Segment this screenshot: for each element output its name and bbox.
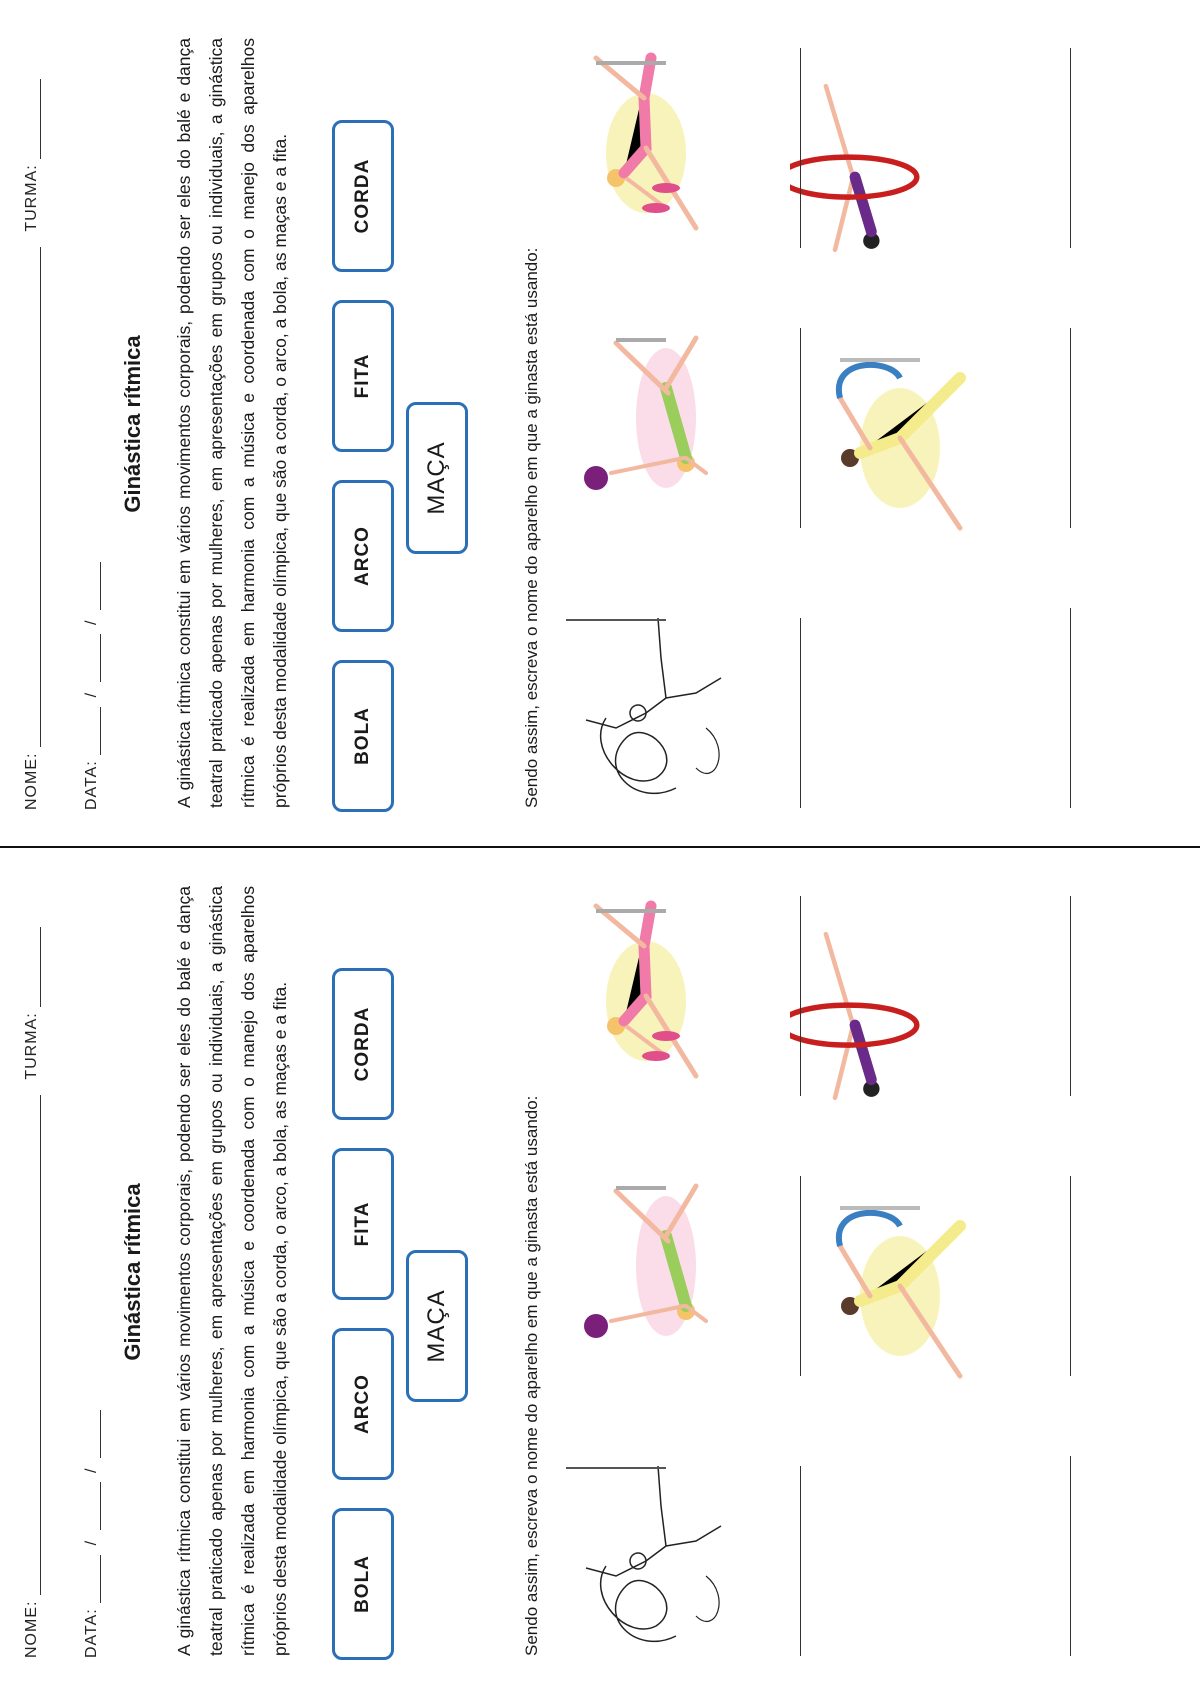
rope-gymnast bbox=[790, 1196, 980, 1396]
turma-line[interactable] bbox=[22, 79, 41, 159]
nome-line[interactable] bbox=[22, 1095, 41, 1595]
answer-line[interactable] bbox=[1070, 608, 1071, 808]
turma-label: TURMA: bbox=[23, 164, 40, 232]
word-box-arco: ARCO bbox=[332, 1328, 394, 1480]
word-box-bola: BOLA bbox=[332, 1508, 394, 1660]
date-separator: / bbox=[83, 1467, 100, 1473]
ball-gymnast bbox=[556, 1166, 746, 1366]
worksheet-copy-bottom bbox=[0, 848, 1200, 1696]
name-field bbox=[22, 79, 41, 810]
month-line[interactable] bbox=[82, 634, 101, 682]
day-line[interactable] bbox=[82, 1555, 101, 1603]
intro-paragraph: A ginástica rítmica constitui em vários movimentos corporais, podendo ser eles do balé e dança teatral praticado apenas por mulheres, em apresentações em grupos ou individuais, a ginástica rítmica é realizada em harmonia com a música e coordenada com o manejo dos aparelhos próprios desta modalidade olímpica, que são a corda, o arco, a bola, as maças e a fita. bbox=[174, 886, 290, 1656]
instruction-text: Sendo assim, escreva o nome do aparelho em que a ginasta está usando: bbox=[522, 247, 541, 808]
word-box-maca: MAÇA bbox=[406, 1250, 468, 1402]
ball-gymnast bbox=[556, 318, 746, 518]
date-field bbox=[82, 562, 101, 810]
turma-line[interactable] bbox=[22, 927, 41, 1007]
date-field bbox=[82, 1410, 101, 1658]
nome-line[interactable] bbox=[22, 247, 41, 747]
year-line[interactable] bbox=[82, 562, 101, 610]
answer-line[interactable] bbox=[1070, 48, 1071, 248]
year-line[interactable] bbox=[82, 1410, 101, 1458]
ribbon-gymnast bbox=[556, 608, 746, 808]
page-title: Ginástica rítmica bbox=[120, 335, 145, 513]
month-line[interactable] bbox=[82, 1482, 101, 1530]
word-box-corda: CORDA bbox=[332, 120, 394, 272]
answer-line[interactable] bbox=[1070, 328, 1071, 528]
page-title: Ginástica rítmica bbox=[120, 1183, 145, 1361]
answer-line[interactable] bbox=[800, 896, 801, 1096]
turma-label: TURMA: bbox=[23, 1012, 40, 1080]
clubs-gymnast bbox=[556, 48, 746, 248]
answer-line[interactable] bbox=[800, 328, 801, 528]
answer-line[interactable] bbox=[800, 1176, 801, 1376]
word-box-fita: FITA bbox=[332, 1148, 394, 1300]
ribbon-gymnast bbox=[556, 1456, 746, 1656]
rope-gymnast bbox=[790, 348, 980, 548]
nome-label: NOME: bbox=[23, 752, 40, 810]
instruction-text: Sendo assim, escreva o nome do aparelho em que a ginasta está usando: bbox=[522, 1095, 541, 1656]
answer-line[interactable] bbox=[1070, 1176, 1071, 1376]
word-box-corda: CORDA bbox=[332, 968, 394, 1120]
nome-label: NOME: bbox=[23, 1600, 40, 1658]
worksheet bbox=[0, 848, 1200, 1696]
word-box-fita: FITA bbox=[332, 300, 394, 452]
hoop-gymnast bbox=[790, 916, 980, 1116]
day-line[interactable] bbox=[82, 707, 101, 755]
intro-paragraph: A ginástica rítmica constitui em vários movimentos corporais, podendo ser eles do balé e dança teatral praticado apenas por mulheres, em apresentações em grupos ou individuais, a ginástica rítmica é realizada em harmonia com a música e coordenada com o manejo dos aparelhos próprios desta modalidade olímpica, que são a corda, o arco, a bola, as maças e a fita. bbox=[174, 38, 290, 808]
clubs-gymnast bbox=[556, 896, 746, 1096]
word-box-bola: BOLA bbox=[332, 660, 394, 812]
answer-line[interactable] bbox=[1070, 1456, 1071, 1656]
date-separator: / bbox=[83, 691, 100, 698]
answer-line[interactable] bbox=[1070, 896, 1071, 1096]
data-label: DATA: bbox=[83, 1608, 100, 1658]
data-label: DATA: bbox=[83, 760, 100, 810]
answer-line[interactable] bbox=[800, 48, 801, 248]
date-separator: / bbox=[83, 619, 100, 625]
name-field bbox=[22, 927, 41, 1658]
answer-line[interactable] bbox=[800, 1466, 801, 1656]
word-box-maca: MAÇA bbox=[406, 402, 468, 554]
hoop-gymnast bbox=[790, 68, 980, 268]
word-box-arco: ARCO bbox=[332, 480, 394, 632]
date-separator: / bbox=[83, 1539, 100, 1546]
answer-line[interactable] bbox=[800, 618, 801, 808]
